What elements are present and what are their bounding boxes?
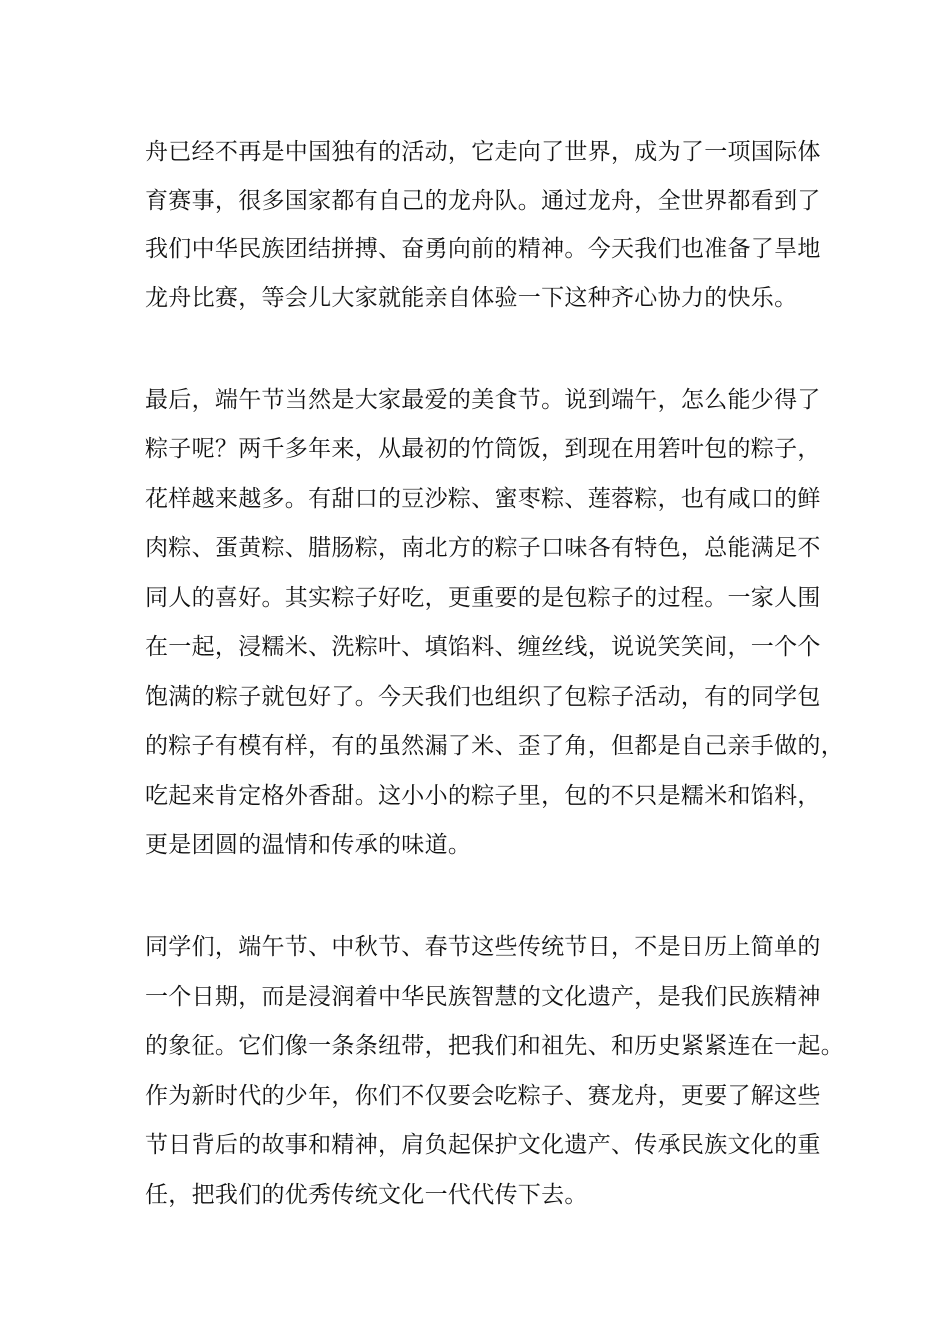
text-line: 粽子呢？两千多年来，从最初的竹筒饭，到现在用箬叶包的粽子， xyxy=(145,436,821,462)
text-line: 节日背后的故事和精神，肩负起保护文化遗产、传承民族文化的重 xyxy=(145,1132,821,1158)
text-line: 在一起，浸糯米、洗粽叶、填馅料、缠丝线，说说笑笑间，一个个 xyxy=(145,634,821,660)
text-line: 龙舟比赛，等会儿大家就能亲自体验一下这种齐心协力的快乐。 xyxy=(145,285,798,311)
text-line: 吃起来肯定格外香甜。这小小的粽子里，包的不只是糯米和馅料， xyxy=(145,783,821,809)
text-line: 同人的喜好。其实粽子好吃，更重要的是包粽子的过程。一家人围 xyxy=(145,585,821,611)
text-line: 我们中华民族团结拼搏、奋勇向前的精神。今天我们也准备了旱地 xyxy=(145,236,821,262)
text-line: 最后，端午节当然是大家最爱的美食节。说到端午，怎么能少得了 xyxy=(145,387,821,413)
text-line: 肉粽、蛋黄粽、腊肠粽，南北方的粽子口味各有特色，总能满足不 xyxy=(145,535,821,561)
text-line: 的象征。它们像一条条纽带，把我们和祖先、和历史紧紧连在一起。 xyxy=(145,1033,844,1059)
text-line: 育赛事，很多国家都有自己的龙舟队。通过龙舟，全世界都看到了 xyxy=(145,188,821,214)
text-line: 饱满的粽子就包好了。今天我们也组织了包粽子活动，有的同学包 xyxy=(145,684,821,710)
text-line: 同学们，端午节、中秋节、春节这些传统节日，不是日历上简单的 xyxy=(145,934,821,960)
text-line: 的粽子有模有样，有的虽然漏了米、歪了角，但都是自己亲手做的， xyxy=(145,733,844,759)
text-line: 更是团圆的温情和传承的味道。 xyxy=(145,832,472,858)
text-line: 舟已经不再是中国独有的活动，它走向了世界，成为了一项国际体 xyxy=(145,139,821,165)
text-line: 一个日期，而是浸润着中华民族智慧的文化遗产，是我们民族精神 xyxy=(145,984,821,1010)
text-line: 任，把我们的优秀传统文化一代代传下去。 xyxy=(145,1182,588,1208)
text-line: 作为新时代的少年，你们不仅要会吃粽子、赛龙舟，更要了解这些 xyxy=(145,1083,821,1109)
text-line: 花样越来越多。有甜口的豆沙粽、蜜枣粽、莲蓉粽，也有咸口的鲜 xyxy=(145,486,821,512)
